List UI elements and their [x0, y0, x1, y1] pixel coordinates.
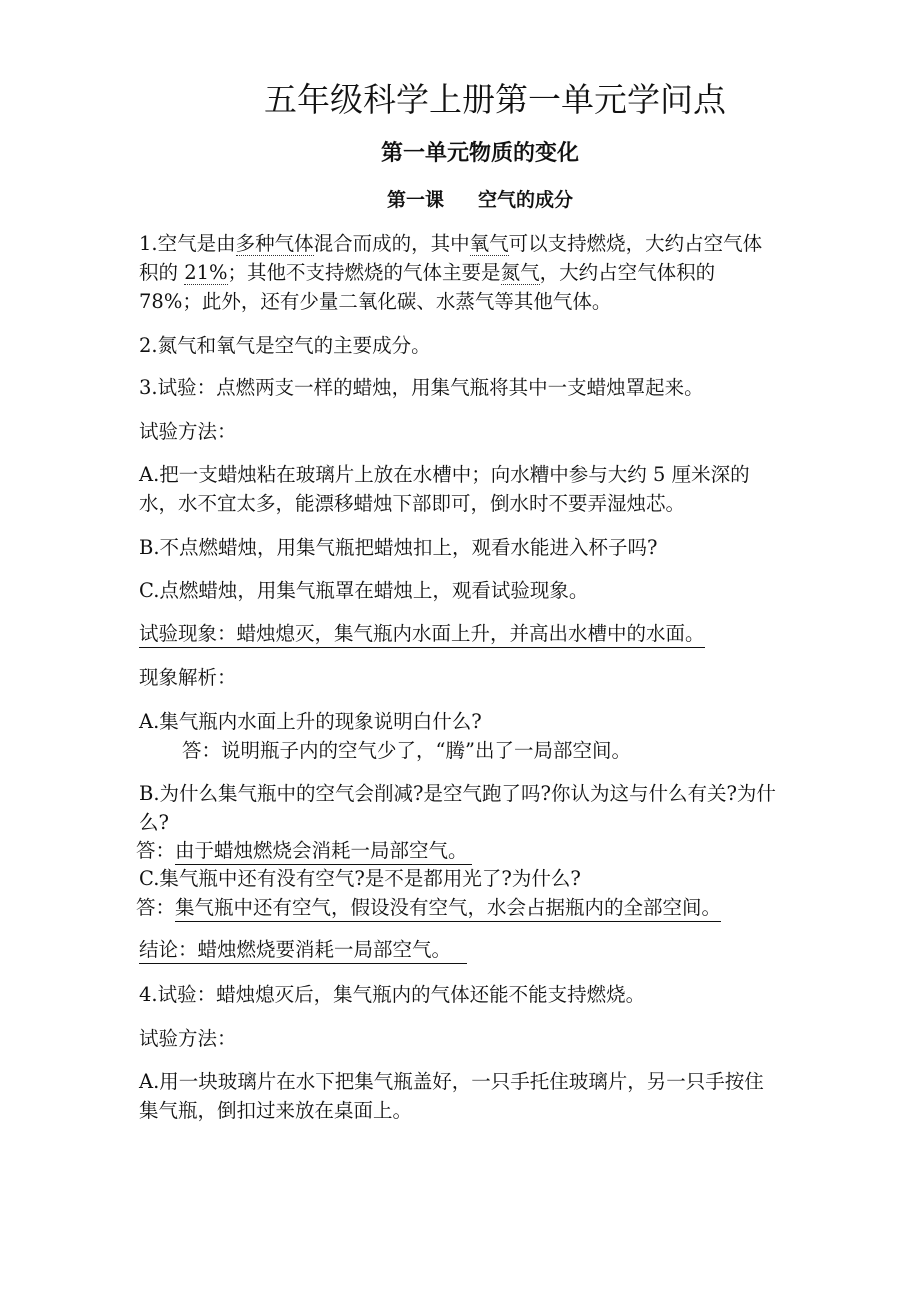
question-a: A.集气瓶内水面上升的现象说明白什么?: [139, 710, 482, 733]
method-c: C.点燃蜡烛，用集气瓶罩在蜡烛上，观看试验现象。: [139, 579, 589, 602]
question-c: C.集气瓶中还有没有空气?是不是都用光了?为什么?: [139, 867, 581, 890]
p1-text-g: ；其他不支持燃烧的气体主要是: [227, 261, 501, 284]
phenomenon: [139, 619, 779, 648]
lesson-name: 空气的成分: [478, 189, 574, 211]
conclusion: [139, 935, 779, 964]
method-label-1: 试验方法：: [139, 420, 237, 443]
answer-c: [136, 893, 796, 922]
answer-c-text: 集气瓶中还有空气，假设没有空气，水会占据瓶内的全部空间。: [175, 895, 721, 922]
p1-text-e: 可以支持燃烧，大约占空气体积的: [139, 232, 763, 284]
question-b: B.为什么集气瓶中的空气会削减?是空气跑了吗?你认为这与什么有关?为什么?: [139, 782, 776, 834]
answer-b-text: 由于蜡烛燃烧会消耗一局部空气。: [175, 838, 472, 865]
paragraph-1: [139, 229, 779, 316]
paragraph-4: 4.试验：蜡烛熄灭后，集气瓶内的气体还能不能支持燃烧。: [139, 983, 646, 1006]
method-b: B.不点燃蜡烛，用集气瓶把蜡烛扣上，观看水能进入杯子吗?: [139, 536, 658, 559]
p1-text-i: ，大约占空气体积的 78%；此外，还有少量二氧化碳、水蒸气等其他气体。: [139, 261, 716, 313]
lesson-heading: [0, 185, 920, 215]
method2-a: A.用一块玻璃片在水下把集气瓶盖好，一只手托住玻璃片，另一只手按住集气瓶，倒扣过来放在桌面上。: [139, 1070, 764, 1122]
phenomenon-text: 蜡烛熄灭，集气瓶内水面上升，并高出水槽中的水面。: [236, 622, 705, 645]
answer-b-label: 答：: [136, 839, 176, 862]
p1-keyword-gases: 多种气体: [235, 232, 314, 255]
method-label-2: 试验方法：: [139, 1027, 237, 1050]
document-title: 五年级科学上册第一单元学问点: [264, 80, 726, 119]
paragraph-2: 2.氮气和氧气是空气的主要成分。: [139, 334, 431, 357]
p1-keyword-nitrogen: 氮气: [500, 261, 540, 284]
phenomenon-label: 试验现象：: [139, 622, 237, 645]
answer-b: [136, 836, 776, 865]
paragraph-3: 3.试验：点燃两支一样的蜡烛，用集气瓶将其中一支蜡烛罩起来。: [139, 376, 704, 399]
method-a: A.把一支蜡烛粘在玻璃片上放在水槽中；向水糟中参与大约 5 厘米深的水，水不宜太多，能漂移蜡烛下部即可，倒水时不要弄湿烛芯。: [139, 463, 750, 515]
p1-text-c: 混合而成的，其中: [313, 232, 470, 255]
answer-a: 答：说明瓶子内的空气少了，“腾”出了一局部空间。: [182, 739, 631, 762]
p1-keyword-percent: 21%: [184, 261, 228, 284]
answer-c-label: 答：: [136, 896, 176, 919]
unit-title: 第一单元物质的变化: [380, 141, 579, 166]
phenomenon-line: [139, 621, 705, 648]
p1-text-a: 1.空气是由: [139, 232, 236, 255]
p1-keyword-oxygen: 氧气: [469, 232, 509, 255]
analysis-label: 现象解析：: [139, 666, 237, 689]
conclusion-text: 结论：蜡烛燃烧要消耗一局部空气。: [139, 937, 467, 964]
lesson-number: 第一课: [386, 189, 444, 211]
